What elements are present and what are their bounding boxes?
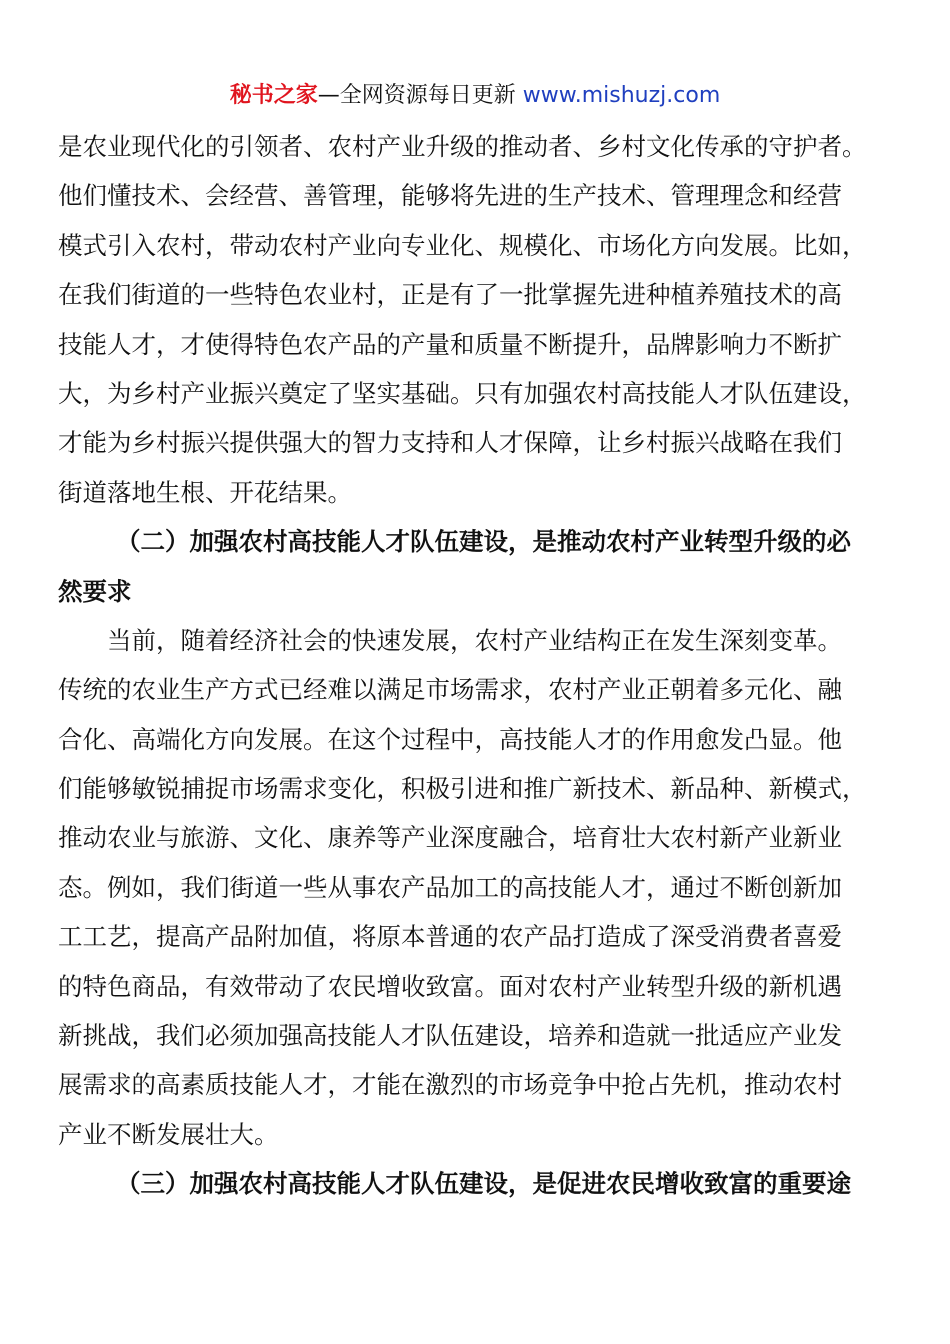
site-header xyxy=(0,80,950,112)
site-tagline: —全网资源每日更新 xyxy=(317,83,516,108)
paragraph-line: 工工艺，提高产品附加值，将原本普通的农产品打造成了深受消费者喜爱 xyxy=(58,922,842,952)
paragraph-line: 大，为乡村产业振兴奠定了坚实基础。只有加强农村高技能人才队伍建设， xyxy=(58,378,867,408)
paragraph-line: 态。例如，我们街道一些从事农产品加工的高技能人才，通过不断创新加 xyxy=(58,872,842,902)
paragraph-line: 新挑战，我们必须加强高技能人才队伍建设，培养和造就一批适应产业发 xyxy=(58,1021,842,1051)
paragraph-line: 推动农业与旅游、文化、康养等产业深度融合，培育壮大农村新产业新业 xyxy=(58,823,842,853)
paragraph-line: 是农业现代化的引领者、农村产业升级的推动者、乡村文化传承的守护者。 xyxy=(58,132,867,161)
document-body xyxy=(58,122,898,1209)
paragraph-line: 才能为乡村振兴提供强大的智力支持和人才保障，让乡村振兴战略在我们 xyxy=(58,428,842,458)
paragraph-line: 展需求的高素质技能人才，才能在激烈的市场竞争中抢占先机，推动农村 xyxy=(58,1070,842,1100)
paragraph-line: 传统的农业生产方式已经难以满足市场需求，农村产业正朝着多元化、融 xyxy=(58,675,842,705)
paragraph-line: 合化、高端化方向发展。在这个过程中，高技能人才的作用愈发凸显。他 xyxy=(58,724,842,754)
paragraph-line: 街道落地生根、开花结果。 xyxy=(58,477,352,507)
paragraph-line: 的特色商品，有效带动了农民增收致富。面对农村产业转型升级的新机遇 xyxy=(58,971,842,1001)
section-heading-line: （二）加强农村高技能人才队伍建设，是推动农村产业转型升级的必 xyxy=(116,527,851,557)
section-heading-line: （三）加强农村高技能人才队伍建设，是促进农民增收致富的重要途 xyxy=(116,1169,851,1199)
paragraph-line: 他们懂技术、会经营、善管理，能够将先进的生产技术、管理理念和经营 xyxy=(58,181,842,211)
paragraph-line: 技能人才，才使得特色农产品的产量和质量不断提升，品牌影响力不断扩 xyxy=(58,329,842,359)
paragraph-line: 产业不断发展壮大。 xyxy=(58,1119,279,1149)
section-heading-line: 然要求 xyxy=(58,576,132,606)
paragraph-line: 模式引入农村，带动农村产业向专业化、规模化、市场化方向发展。比如， xyxy=(58,230,867,260)
paragraph-line: 们能够敏锐捕捉市场需求变化，积极引进和推广新技术、新品种、新模式， xyxy=(58,774,867,804)
paragraph-line: 在我们街道的一些特色农业村，正是有了一批掌握先进种植养殖技术的高 xyxy=(58,280,842,310)
paragraph-line: 当前，随着经济社会的快速发展，农村产业结构正在发生深刻变革。 xyxy=(107,625,842,655)
site-url-link[interactable]: www.mishuzj.com xyxy=(522,83,721,108)
site-brand: 秘书之家 xyxy=(229,83,318,108)
